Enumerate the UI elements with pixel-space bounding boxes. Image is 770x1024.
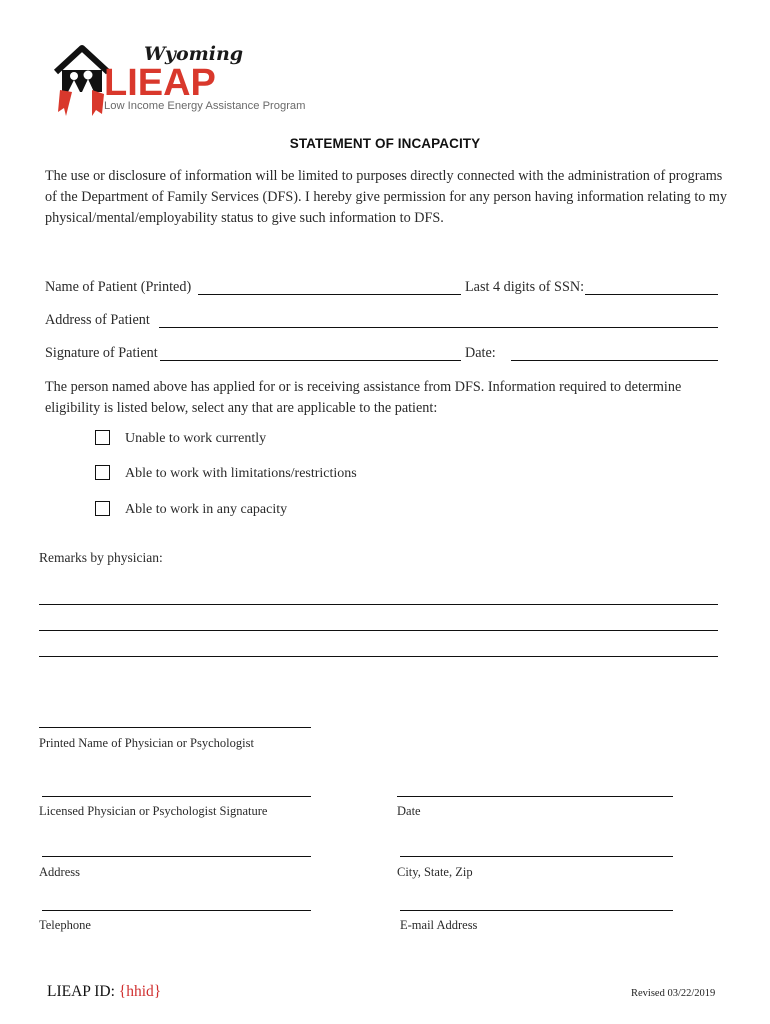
printed-name-label: Printed Name of Physician or Psychologist (39, 736, 254, 750)
any-capacity-checkbox[interactable] (95, 501, 110, 516)
patient-date-label: Date: (465, 345, 496, 361)
telephone-label: Telephone (39, 918, 91, 932)
logo-wyoming-text: Wyoming (144, 43, 244, 65)
patient-date-field[interactable] (511, 360, 718, 361)
patient-signature-label: Signature of Patient (45, 345, 158, 361)
physician-signature-label: Licensed Physician or Psychologist Signature (39, 804, 268, 818)
logo-name: LIEAP (104, 64, 216, 98)
ssn-field[interactable] (585, 294, 718, 295)
limitations-checkbox[interactable] (95, 465, 110, 480)
lieap-logo (52, 42, 306, 118)
limitations-label: Able to work with limitations/restrictions (125, 466, 357, 481)
remarks-label: Remarks by physician: (39, 550, 163, 565)
physician-date-field[interactable] (397, 796, 673, 797)
city-state-zip-field[interactable] (400, 856, 673, 857)
physician-signature-field[interactable] (42, 796, 311, 797)
printed-name-field[interactable] (39, 727, 311, 728)
document-title: STATEMENT OF INCAPACITY (289, 136, 481, 151)
remarks-line-2[interactable] (39, 630, 718, 631)
remarks-line-1[interactable] (39, 604, 718, 605)
revised-date: Revised 03/22/2019 (631, 988, 716, 999)
lieap-id-label: LIEAP ID: (47, 983, 115, 1000)
physician-address-label: Address (39, 865, 80, 879)
physician-date-label: Date (397, 804, 421, 818)
patient-name-label: Name of Patient (Printed) (45, 279, 192, 295)
unable-to-work-label: Unable to work currently (125, 431, 267, 446)
patient-address-field[interactable] (159, 327, 718, 328)
email-label: E-mail Address (400, 918, 478, 932)
physician-address-field[interactable] (42, 856, 311, 857)
email-field[interactable] (400, 910, 673, 911)
remarks-line-3[interactable] (39, 656, 718, 657)
city-state-zip-label: City, State, Zip (397, 865, 473, 879)
disclosure-paragraph: The use or disclosure of information will be limited to purposes directly connected with the administration of programs of the Department of Family Services (DFS). I hereby give permission for any person having information relating to my physical/mental/employability status to give such information to DFS. (45, 168, 728, 226)
telephone-field[interactable] (42, 910, 311, 911)
lieap-id (47, 983, 161, 1001)
eligibility-paragraph: The person named above has applied for or is receiving assistance from DFS. Information required to determine eligibility is listed below, select any that are applicable to the patient: (45, 379, 682, 416)
logo-lieap-wordmark (102, 64, 267, 98)
any-capacity-label: Able to work in any capacity (125, 502, 288, 517)
patient-name-field[interactable] (198, 294, 461, 295)
unable-to-work-checkbox[interactable] (95, 430, 110, 445)
lieap-id-value: {hhid} (118, 983, 162, 1000)
patient-address-label: Address of Patient (45, 312, 150, 328)
logo-subtitle: Low Income Energy Assistance Program (104, 100, 306, 112)
ssn-label: Last 4 digits of SSN: (465, 279, 585, 295)
patient-signature-field[interactable] (160, 360, 461, 361)
